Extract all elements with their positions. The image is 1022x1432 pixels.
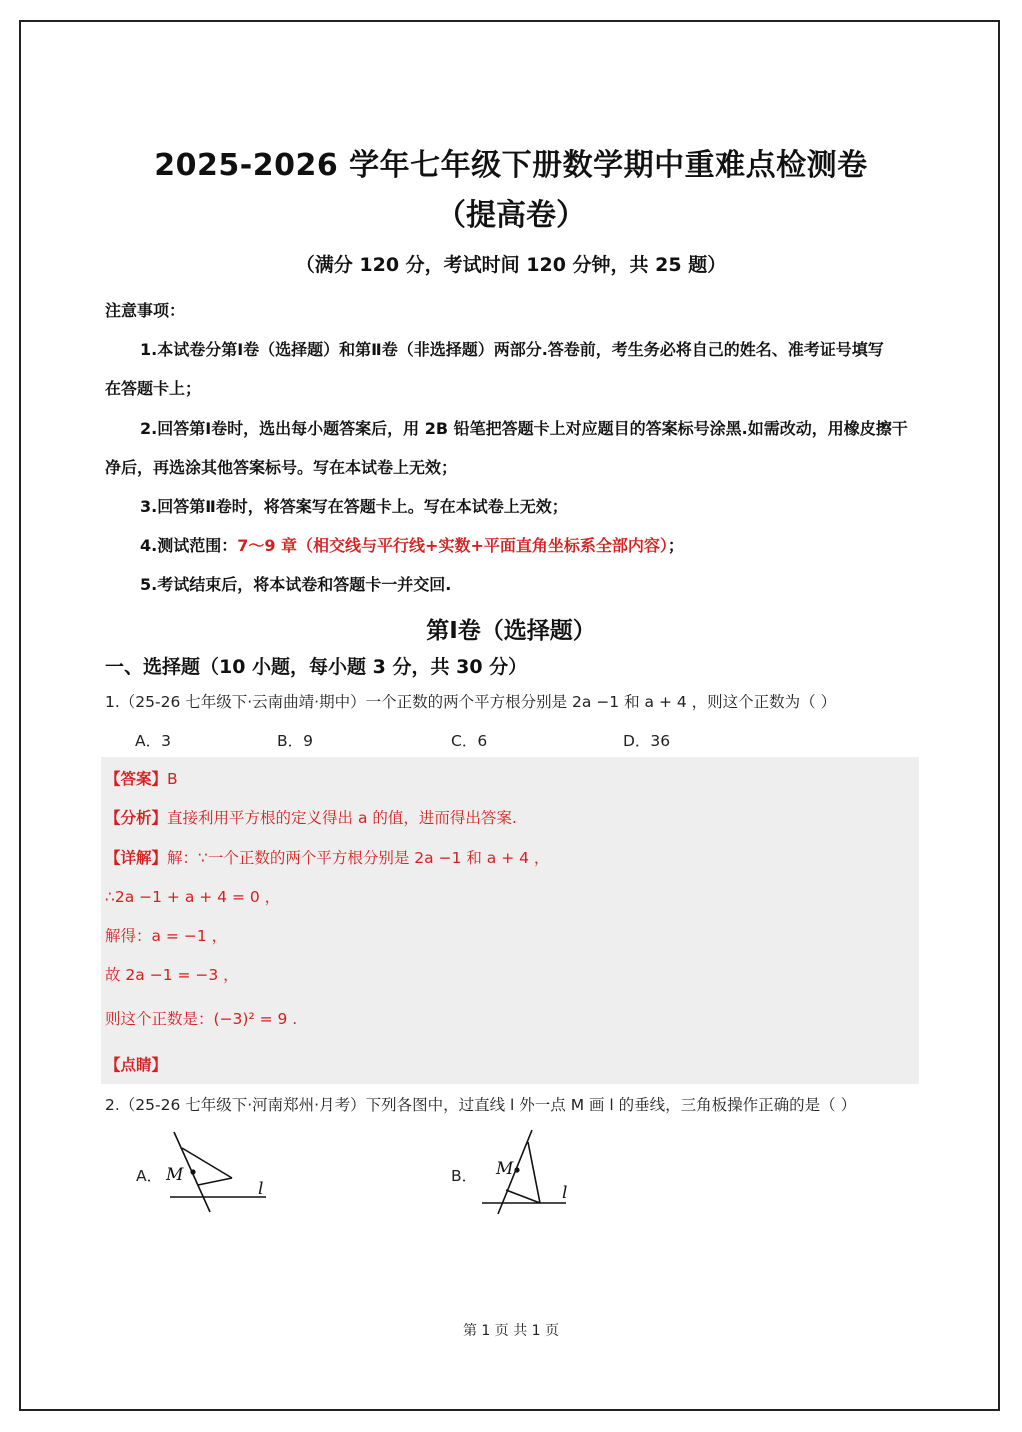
point-m-b: [514, 1167, 519, 1172]
q2-figure-a: [160, 1128, 280, 1218]
notice-heading: 注意事项：: [105, 301, 186, 320]
exam-subtitle: （提高卷）: [436, 198, 586, 233]
solution-step-2: 解得：a = −1 ，: [105, 927, 228, 945]
point-line: [105, 1053, 167, 1075]
notice-item-2-cont: 净后，再选涂其他答案标号。写在本试卷上无效；: [105, 458, 458, 477]
point-m-a: [190, 1169, 195, 1174]
exam-title: 2025-2026 学年七年级下册数学期中重难点检测卷: [154, 148, 868, 183]
q2-option-a-label: A．: [136, 1167, 163, 1185]
triangle-ruler-edge-b3: [506, 1190, 540, 1203]
section-title: 第Ⅰ卷（选择题）: [426, 618, 596, 644]
notice-item-1: 1.本试卷分第Ⅰ卷（选择题）和第Ⅱ卷（非选择题）两部分.答卷前，考生务必将自己的姓名、准考证号填写: [140, 340, 884, 359]
answer-value: B: [167, 770, 178, 788]
label-l-a: l: [258, 1179, 264, 1199]
test-range: 7～9 章（相交线与平行线+实数+平面直角坐标系全部内容）: [237, 536, 668, 555]
notice-item-5: 5.考试结束后，将本试卷和答题卡一并交回.: [140, 575, 452, 594]
detail-text: 解：∵一个正数的两个平方根分别是 2a −1 和 a + 4 ，: [167, 849, 550, 867]
analysis-text: 直接利用平方根的定义得出 a 的值，进而得出答案.: [167, 809, 517, 827]
q1-option-d: D．36: [623, 732, 671, 750]
triangle-ruler-edge-a2: [182, 1148, 232, 1178]
triangle-ruler-edge-b2: [528, 1142, 540, 1203]
answer-label: 【答案】: [105, 770, 168, 788]
notice-item-4: [140, 533, 684, 556]
notice-item-3: 3.回答第Ⅱ卷时，将答案写在答题卡上。写在本试卷上无效；: [140, 497, 568, 516]
q2-figure-b: [476, 1126, 586, 1218]
solution-step-3: 故 2a −1 = −3 ，: [105, 966, 239, 984]
q1-option-b: B．9: [277, 732, 313, 750]
notice-item-4-suffix: ；: [667, 536, 684, 555]
notice-item-4-prefix: 4.测试范围：: [140, 536, 238, 555]
analysis-label: 【分析】: [105, 809, 168, 827]
solution-step-1: ∴2a −1 + a + 4 = 0 ，: [105, 888, 281, 906]
exam-info: （满分 120 分，考试时间 120 分钟，共 25 题）: [295, 254, 727, 276]
answer-line: [105, 767, 178, 789]
part-title: 一、选择题（10 小题，每小题 3 分，共 30 分）: [105, 656, 528, 678]
notice-item-1-cont: 在答题卡上；: [105, 379, 202, 398]
solution-step-4-prefix: 则这个正数是：: [105, 1010, 214, 1028]
notice-item-2: 2.回答第Ⅰ卷时，选出每小题答案后，用 2B 铅笔把答题卡上对应题目的答案标号涂黑.如需改动，用橡皮擦干: [140, 419, 908, 438]
page-footer: 第 1 页 共 1 页: [462, 1323, 560, 1339]
analysis-line: [105, 806, 517, 828]
label-m-b: M: [496, 1159, 514, 1179]
point-label: 【点睛】: [105, 1056, 168, 1074]
label-l-b: l: [562, 1183, 568, 1203]
question-2-stem: 2.（25-26 七年级下·河南郑州·月考）下列各图中，过直线 l 外一点 M 画 l 的垂线，三角板操作正确的是（ ）: [105, 1096, 857, 1114]
detail-label: 【详解】: [105, 849, 168, 867]
solution-step-4-expr: (−3)² = 9 .: [213, 1010, 298, 1028]
q1-option-c: C．6: [451, 732, 488, 750]
detail-line: [105, 846, 549, 868]
question-1-stem: 1.（25-26 七年级下·云南曲靖·期中）一个正数的两个平方根分别是 2a −1 和 a + 4 ，则这个正数为（ ）: [105, 693, 837, 711]
q1-option-a: A．3: [135, 732, 171, 750]
q2-option-b-label: B．: [451, 1167, 478, 1185]
label-m-a: M: [166, 1165, 184, 1185]
triangle-ruler-edge-a3: [198, 1178, 232, 1185]
solution-step-4: [105, 1007, 297, 1029]
